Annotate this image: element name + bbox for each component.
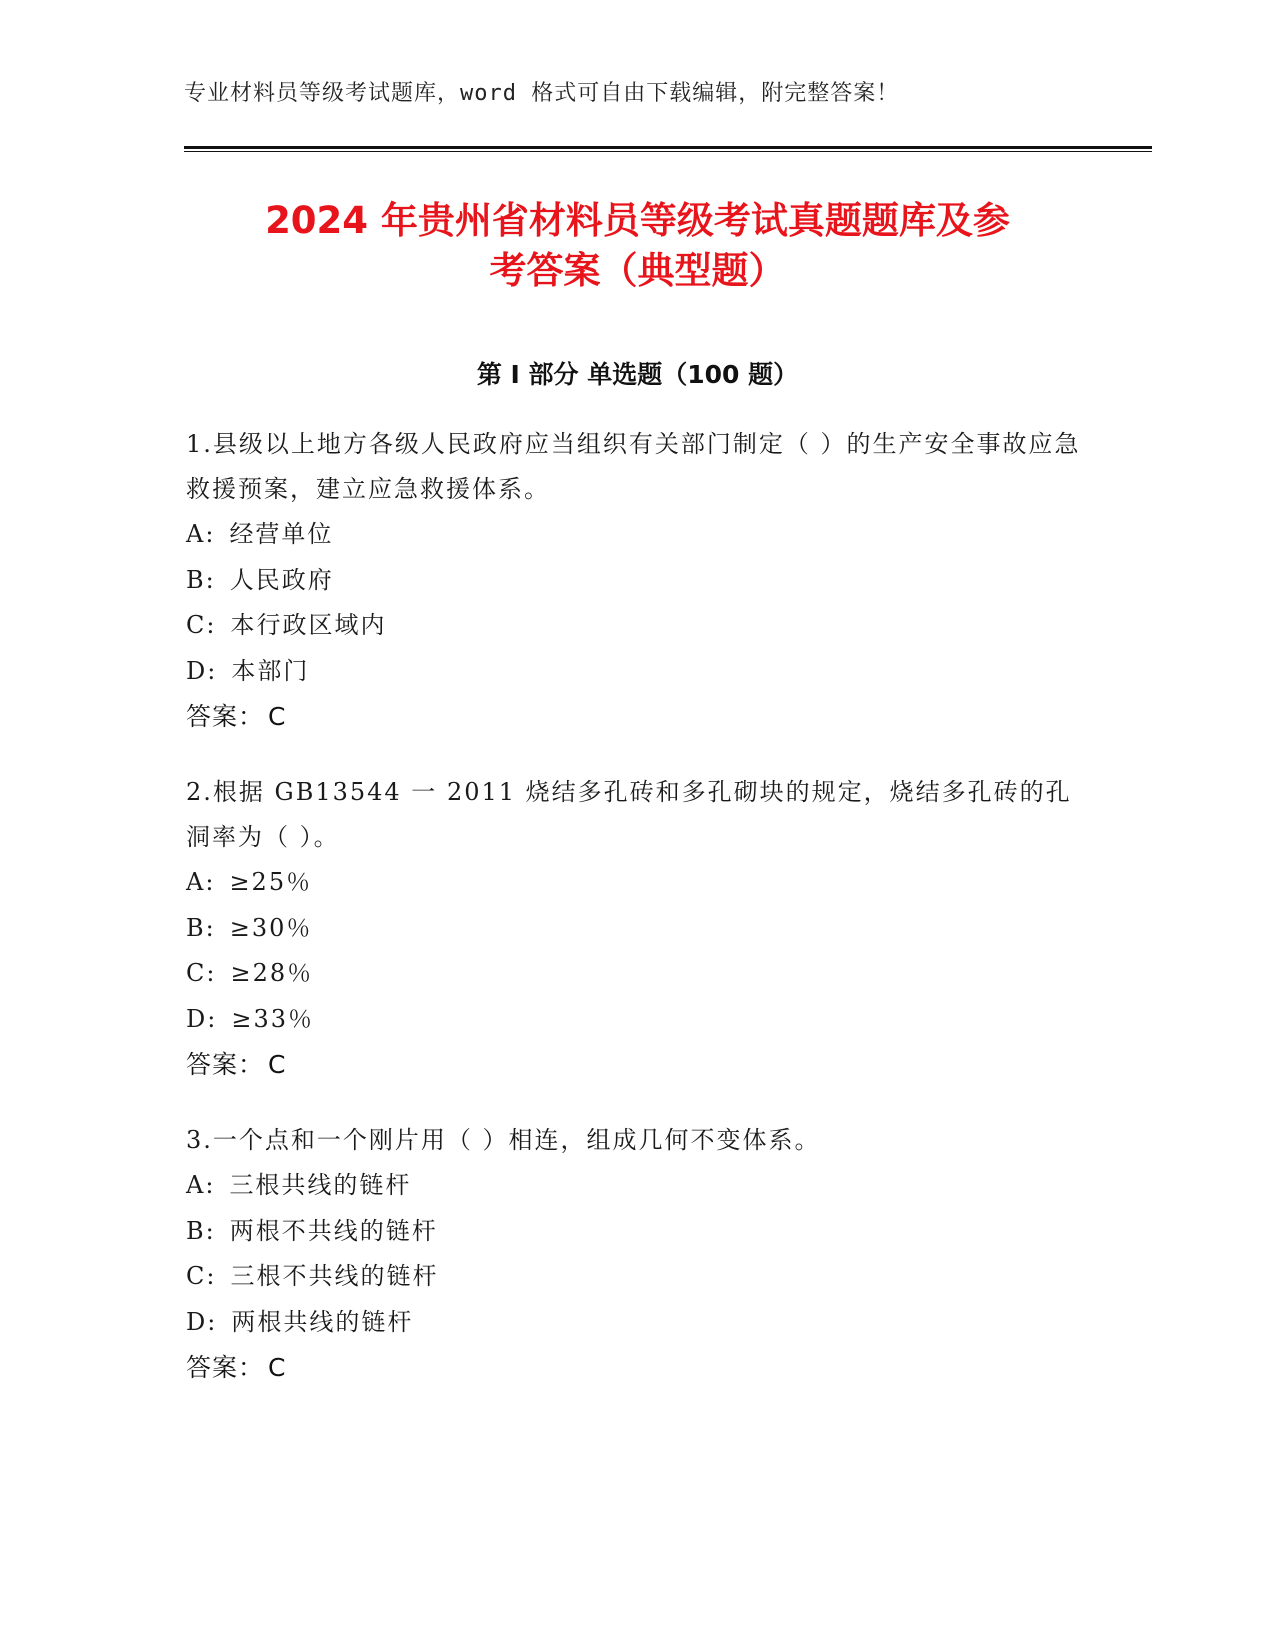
answer-label: 答案： — [186, 1353, 265, 1382]
section-title: 第 I 部分 单选题（100 题） — [476, 360, 799, 389]
header-note: 专业材料员等级考试题库，word 格式可自由下载编辑，附完整答案！ — [184, 81, 900, 106]
option-text: ≥28％ — [230, 959, 314, 987]
option-separator: : — [207, 1307, 218, 1336]
option-letter: A — [186, 868, 206, 896]
option-letter: B — [186, 1216, 206, 1245]
option-separator: : — [205, 1171, 216, 1199]
option-d — [186, 649, 1086, 695]
option-separator: : — [207, 656, 218, 685]
option-letter: B — [186, 913, 206, 942]
option-separator: : — [205, 868, 216, 896]
option-c — [186, 951, 1086, 997]
option-separator: : — [205, 565, 216, 594]
option-letter: C — [186, 611, 207, 639]
option-separator: : — [205, 520, 216, 548]
option-letter: D — [186, 656, 208, 685]
option-a — [186, 1163, 1086, 1209]
option-text: 本部门 — [231, 656, 310, 685]
option-separator: : — [206, 611, 217, 639]
option-separator: : — [206, 959, 217, 987]
option-c — [186, 1254, 1086, 1300]
option-b — [186, 1209, 1086, 1255]
option-text: 人民政府 — [229, 565, 334, 594]
header-divider-thick — [184, 146, 1152, 149]
option-text: 经营单位 — [229, 520, 334, 548]
option-text: ≥33％ — [231, 1004, 314, 1033]
option-text: ≥30％ — [229, 913, 313, 942]
option-letter: B — [186, 565, 206, 594]
option-b — [186, 906, 1086, 952]
answer — [186, 694, 1086, 740]
option-text: 两根不共线的链杆 — [229, 1216, 438, 1245]
document-title-line-2: 考答案（典型题） — [489, 249, 786, 292]
option-text: ≥25％ — [229, 868, 313, 896]
option-text: 三根共线的链杆 — [229, 1171, 412, 1199]
question-stem: 3.一个点和一个刚片用（ ）相连，组成几何不变体系。 — [186, 1126, 821, 1154]
option-b — [186, 558, 1086, 604]
option-separator: : — [206, 1262, 217, 1290]
option-letter: D — [186, 1004, 208, 1033]
answer — [186, 1042, 1086, 1088]
option-d — [186, 997, 1086, 1043]
option-separator: : — [205, 913, 216, 942]
option-letter: C — [186, 959, 207, 987]
option-text: 两根共线的链杆 — [231, 1307, 414, 1336]
option-letter: C — [186, 1262, 207, 1290]
header-divider-thin — [184, 151, 1152, 152]
question-1 — [186, 422, 1086, 740]
question-stem: 1.县级以上地方各级人民政府应当组织有关部门制定（ ）的生产安全事故应急救援预案，建立应急救援体系。 — [186, 430, 1081, 503]
option-c — [186, 603, 1086, 649]
answer — [186, 1345, 1086, 1391]
answer-value: C — [268, 1353, 287, 1382]
option-separator: : — [205, 1216, 216, 1245]
option-d — [186, 1300, 1086, 1346]
option-letter: D — [186, 1307, 208, 1336]
document-title — [150, 196, 1125, 296]
option-text: 本行政区域内 — [230, 611, 387, 639]
option-letter: A — [186, 1171, 206, 1199]
option-text: 三根不共线的链杆 — [230, 1262, 439, 1290]
answer-label: 答案： — [186, 702, 265, 731]
answer-label: 答案： — [186, 1050, 265, 1079]
answer-value: C — [268, 1050, 287, 1079]
option-a — [186, 860, 1086, 906]
question-stem: 2.根据 GB13544 一 2011 烧结多孔砖和多孔砌块的规定，烧结多孔砖的孔洞率为（ ）。 — [186, 778, 1072, 851]
option-separator: : — [207, 1004, 218, 1033]
option-letter: A — [186, 520, 206, 548]
document-title-line-1: 2024 年贵州省材料员等级考试真题题库及参 — [265, 199, 1010, 242]
question-2 — [186, 770, 1086, 1088]
option-a — [186, 512, 1086, 558]
question-3 — [186, 1118, 1086, 1391]
answer-value: C — [268, 702, 287, 731]
